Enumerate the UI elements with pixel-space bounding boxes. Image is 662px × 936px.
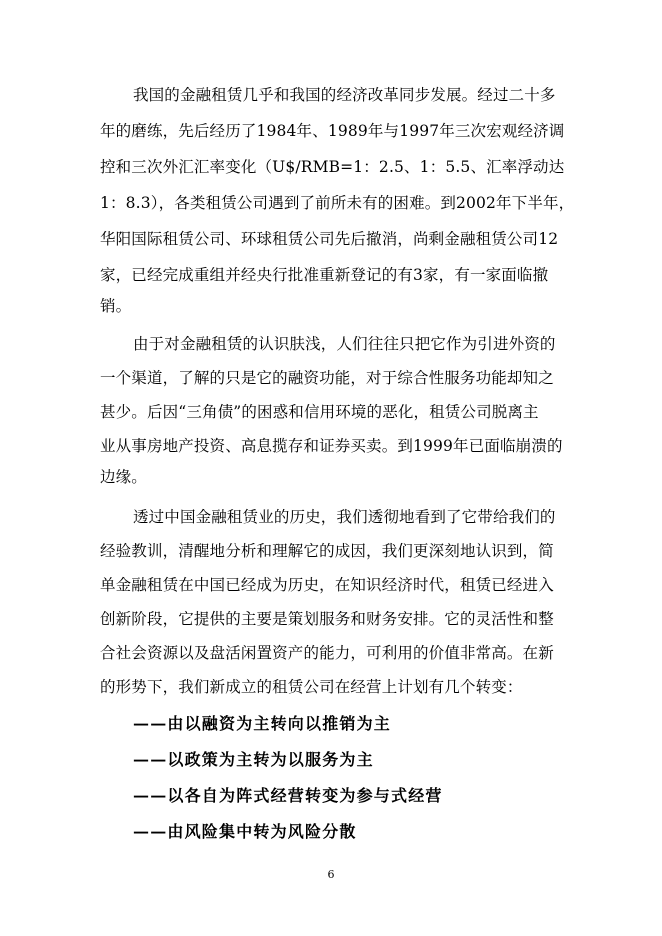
paragraph-2-line-1: 由于对金融租赁的认识肤浅，人们往往只把它作为引进外资的	[133, 335, 556, 353]
paragraph-1-line-4: 1：8.3），各类租赁公司遇到了前所未有的困难。到2002年下半年，	[100, 194, 575, 212]
paragraph-2-line-5: 边缘。	[100, 468, 147, 486]
bullet-item-4: ——由风险集中转为风险分散	[133, 822, 357, 841]
paragraph-1-line-6: 家，已经完成重组并经央行批准重新登记的有3家，有一家面临撤	[100, 266, 549, 284]
paragraph-3-line-2: 经验教训，清醒地分析和理解它的成因，我们更深刻地认识到，简	[100, 542, 554, 560]
bullet-item-3: ——以各自为阵式经营转变为参与式经营	[133, 786, 443, 805]
bullet-item-2: ——以政策为主转为以服务为主	[133, 750, 374, 769]
paragraph-2-line-3: 甚少。后因“三角债”的困惑和信用环境的恶化，租赁公司脱离主	[100, 403, 539, 421]
paragraph-1-line-5: 华阳国际租赁公司、环球租赁公司先后撤消，尚剩金融租赁公司12	[100, 230, 559, 248]
paragraph-1-line-7: 销。	[100, 297, 132, 315]
paragraph-3-line-5: 合社会资源以及盘活闲置资产的能力，可利用的价值非常高。在新	[100, 644, 554, 662]
paragraph-3-line-1: 透过中国金融租赁业的历史，我们透彻地看到了它带给我们的	[133, 508, 556, 526]
paragraph-3-line-6: 的形势下，我们新成立的租赁公司在经营上计划有几个转变：	[100, 678, 523, 696]
paragraph-1-line-2: 年的磨练，先后经历了1984年、1989年与1997年三次宏观经济调	[100, 122, 565, 140]
paragraph-2-line-2: 一个渠道，了解的只是它的融资功能，对于综合性服务功能却知之	[100, 369, 554, 387]
bullet-item-1: ——由以融资为主转向以推销为主	[133, 714, 392, 733]
paragraph-1-line-1: 我国的金融租赁几乎和我国的经济改革同步发展。经过二十多	[133, 86, 556, 104]
page-number: 6	[327, 868, 335, 881]
paragraph-3-line-3: 单金融租赁在中国已经成为历史，在知识经济时代，租赁已经进入	[100, 576, 554, 594]
paragraph-2-line-4: 业从事房地产投资、高息揽存和证券买卖。到1999年已面临崩溃的	[100, 437, 563, 455]
paragraph-3-line-4: 创新阶段，它提供的主要是策划服务和财务安排。它的灵活性和整	[100, 610, 554, 628]
paragraph-1-line-3: 控和三次外汇汇率变化（U$/RMB=1：2.5、1：5.5、汇率浮动达	[100, 158, 565, 176]
